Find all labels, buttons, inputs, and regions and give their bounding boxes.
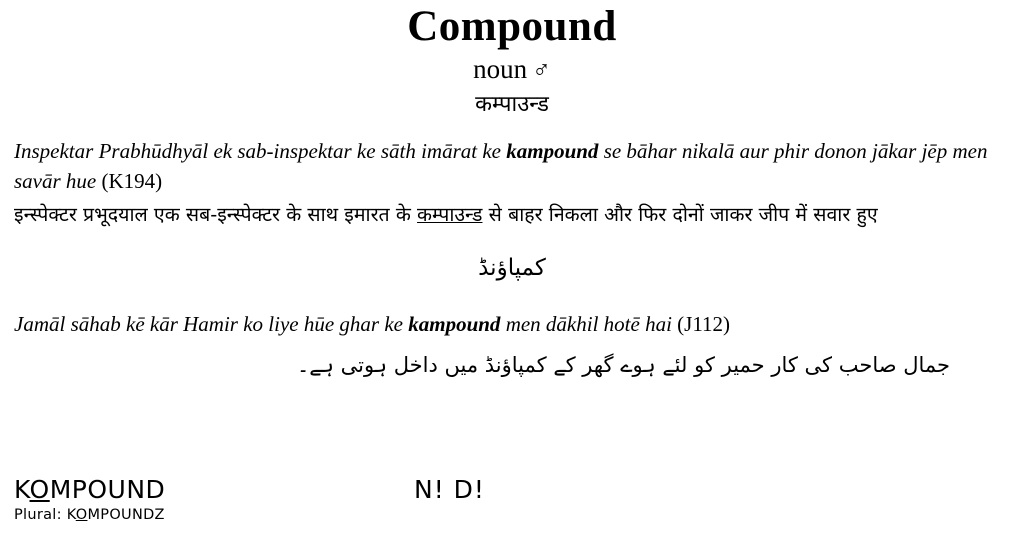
page-title: Compound	[407, 3, 617, 50]
devanagari-headword: कम्पाउन्ड	[475, 91, 549, 117]
plural-suffix: MPOUNDZ	[87, 507, 165, 523]
example-2-translit-after: men dākhil hotē hai	[500, 312, 678, 337]
example-1-transliteration	[14, 137, 1010, 197]
phonetic-prefix: K	[14, 475, 30, 504]
urdu-headword: کمپاؤنڈ	[478, 254, 546, 281]
example-2-urdu: جمال صاحب کی کار حمیر کو لئے ہوے گھر کے کمپاؤنڈ میں داخل ہوتی ہے۔	[297, 352, 950, 377]
phonetic-suffix: MPOUND	[49, 475, 166, 504]
example-1-translit-before: Inspektar Prabhūdhyāl ek sab-inspektar ke sāth imārat ke	[14, 139, 507, 164]
example-1-devanagari-after: से बाहर निकला और फिर दोनों जाकर जीप में सवार हुए	[482, 202, 878, 226]
phonetic-underlined: O	[29, 475, 50, 504]
plural-underlined: O	[75, 507, 88, 523]
dictionary-entry-page	[0, 4, 1024, 533]
example-1-translit-keyword: kampound	[506, 139, 599, 164]
example-1-devanagari-keyword: कम्पाउन्ड	[417, 202, 483, 226]
example-2-transliteration	[14, 310, 1010, 340]
part-of-speech: noun	[473, 54, 528, 85]
example-2-translit-keyword: kampound	[408, 312, 501, 337]
example-block-1	[14, 137, 1010, 230]
example-1-devanagari	[14, 199, 1010, 230]
nd-mark: N! D!	[414, 475, 485, 504]
footer-row	[14, 475, 1010, 503]
example-block-2	[14, 310, 1010, 381]
example-2-reference: (J112)	[677, 312, 731, 337]
plural-prefix: K	[66, 507, 76, 523]
plural-label: Plural:	[14, 507, 67, 523]
gender-symbol-icon: ♂	[532, 57, 551, 85]
example-1-devanagari-before: इन्स्पेक्टर प्रभूदयाल एक सब-इन्स्पेक्टर के साथ इमारत के	[14, 202, 418, 226]
phonetic-spelling	[14, 475, 165, 504]
part-of-speech-line	[14, 55, 1010, 85]
example-1-reference: (K194)	[101, 168, 163, 193]
footer	[14, 475, 1010, 523]
example-1-translit-after: se bāhar nikalā aur phir donon jākar jēp men savār hue	[14, 139, 988, 193]
plural-spelling	[14, 507, 1010, 523]
example-2-translit-before: Jamāl sāhab kē kār Hamir ko liye hūe ghar ke	[14, 312, 409, 337]
